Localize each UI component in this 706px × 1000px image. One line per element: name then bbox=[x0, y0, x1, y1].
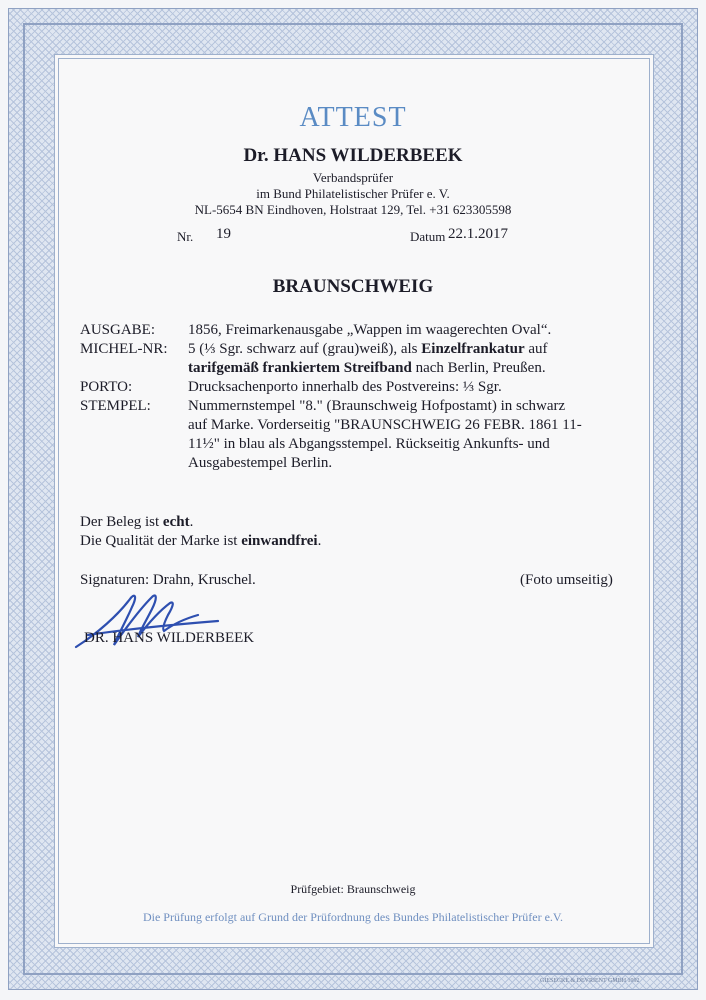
nr-label: Nr. bbox=[177, 229, 194, 244]
michel-streifband: tarifgemäß frankiertem Streifband bbox=[188, 360, 412, 376]
michel-text-end: auf bbox=[524, 341, 548, 357]
pruefgebiet: Prüfgebiet: Braunschweig bbox=[290, 882, 416, 896]
ausgabe-label: AUSGABE: bbox=[80, 322, 156, 338]
stempel-line2: auf Marke. Vorderseitig "BRAUNSCHWEIG 26 FEBR. 1861 11- bbox=[188, 417, 582, 433]
stempel-label: STEMPEL: bbox=[80, 398, 151, 414]
examiner-name: Dr. HANS WILDERBEEK bbox=[243, 145, 463, 166]
footer-statement: Die Prüfung erfolgt auf Grund der Prüfordnung des Bundes Philatelistischer Prüfer e.V. bbox=[142, 910, 564, 924]
stempel-line3: 11½" in blau als Abgangsstempel. Rückseitig Ankunfts- und bbox=[188, 436, 550, 452]
attest-title: ATTEST bbox=[299, 102, 407, 133]
examiner-association: im Bund Philatelistischer Prüfer e. V. bbox=[256, 186, 450, 201]
quality-text: Die Qualität der Marke ist bbox=[80, 533, 242, 549]
michel-value-line2 bbox=[188, 360, 546, 377]
ausgabe-value: 1856, Freimarkenausgabe „Wappen im waagerechten Oval“. bbox=[188, 322, 552, 338]
country-heading: BRAUNSCHWEIG bbox=[272, 276, 434, 297]
quality-einwandfrei: einwandfrei bbox=[241, 533, 318, 549]
porto-value: Drucksachenporto innerhalb des Postvereins: ⅓ Sgr. bbox=[188, 379, 502, 395]
verdict-period: . bbox=[189, 514, 194, 530]
michel-destination: nach Berlin, Preußen. bbox=[411, 360, 546, 376]
michel-value-line1 bbox=[188, 341, 548, 358]
examiner-address: NL-5654 BN Eindhoven, Holstraat 129, Tel. +31 623305598 bbox=[194, 202, 512, 217]
michel-label: MICHEL-NR: bbox=[80, 341, 168, 357]
printer-imprint: GIESECKE & DEVRIENT GMBH 1992 bbox=[540, 978, 640, 984]
stempel-line1: Nummernstempel "8." (Braunschweig Hofpostamt) in schwarz bbox=[188, 398, 566, 414]
signer-name: DR. HANS WILDERBEEK bbox=[84, 630, 255, 646]
michel-frankatur: Einzelfrankatur bbox=[421, 341, 525, 357]
signatures-text: Signaturen: Drahn, Kruschel. bbox=[80, 572, 256, 588]
datum-label: Datum bbox=[410, 229, 446, 244]
michel-text: 5 (⅓ Sgr. schwarz auf (grau)weiß), als bbox=[188, 341, 422, 357]
verdict-genuine bbox=[80, 514, 193, 531]
verdict-echt: echt bbox=[162, 514, 190, 530]
datum-value: 22.1.2017 bbox=[448, 226, 508, 242]
examiner-role: Verbandsprüfer bbox=[312, 170, 394, 185]
porto-label: PORTO: bbox=[80, 379, 133, 395]
stempel-line4: Ausgabestempel Berlin. bbox=[188, 455, 333, 471]
verdict-quality bbox=[80, 533, 321, 550]
quality-period: . bbox=[317, 533, 322, 549]
verdict-text: Der Beleg ist bbox=[80, 514, 163, 530]
nr-value: 19 bbox=[216, 226, 231, 242]
photo-note: (Foto umseitig) bbox=[520, 572, 613, 588]
